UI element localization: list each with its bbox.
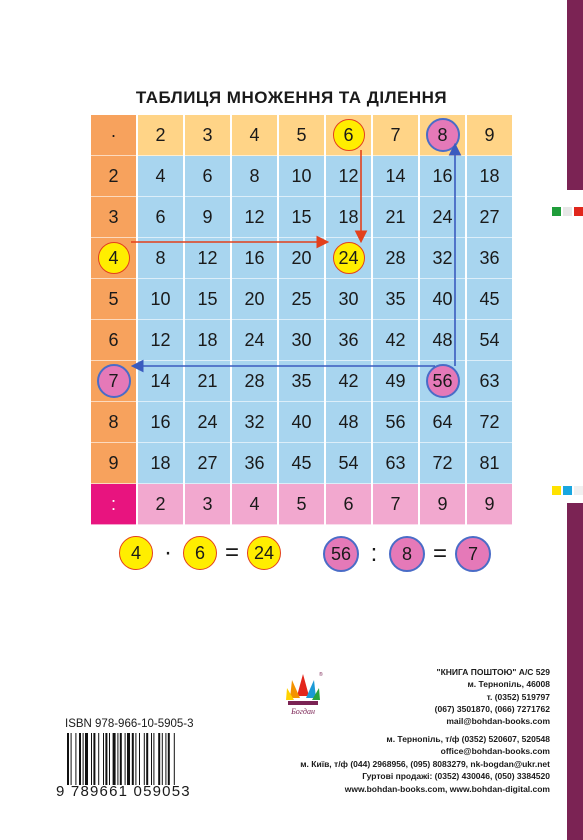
table-cell: 21 [373,197,418,238]
table-row-label-highlight: 4 [98,242,130,274]
example-factor-a: 4 [119,536,153,570]
svg-text:®: ® [319,672,323,678]
table-row-label: 2 [91,156,136,197]
table-cell: 81 [467,443,512,484]
table-cell-highlight: 56 [426,364,460,398]
table-cell: 8 [138,238,183,279]
table-cell: 49 [373,361,418,402]
table-cell: 54 [326,443,371,484]
isbn-text: ISBN 978-966-10-5905-3 [65,718,194,730]
table-cell: 56 [373,402,418,443]
table-cell: 27 [467,197,512,238]
table-header-cell: 7 [373,115,418,156]
table-cell: 18 [185,320,230,361]
table-row-label: 8 [91,402,136,443]
table-cell: 63 [373,443,418,484]
table-cell: 24 [420,197,465,238]
table-cell: 16 [232,238,277,279]
table-cell: 30 [279,320,324,361]
table-footer-cell: 5 [279,484,324,525]
table-cell: 36 [467,238,512,279]
table-cell: 30 [326,279,371,320]
table-cell: 28 [232,361,277,402]
table-cell [326,238,371,279]
table-cell: 54 [467,320,512,361]
table-cell: 64 [420,402,465,443]
table-cell: 20 [232,279,277,320]
table-header-cell: 2 [138,115,183,156]
table-cell: 18 [326,197,371,238]
table-cell: 6 [138,197,183,238]
multiplication-table [91,115,512,525]
table-cell: 48 [326,402,371,443]
table-cell [420,361,465,402]
table-cell: 28 [373,238,418,279]
barcode-icon [66,733,197,785]
table-row-label: 6 [91,320,136,361]
table-cell: 72 [420,443,465,484]
table-cell: 10 [138,279,183,320]
table-footer-cell: 2 [138,484,183,525]
table-cell: 40 [420,279,465,320]
table-cell: 12 [138,320,183,361]
city-index-line: м. Тернопіль, 46008 [467,679,550,690]
table-cell: 14 [373,156,418,197]
table-cell: 40 [279,402,324,443]
table-header-cell: 5 [279,115,324,156]
table-cell: 42 [373,320,418,361]
color-marks-top [552,207,583,216]
table-cell: 8 [232,156,277,197]
table-cell: 18 [138,443,183,484]
table-cell: 9 [185,197,230,238]
example-factor-b: 6 [183,536,217,570]
table-cell: 24 [185,402,230,443]
barcode-digits: 9 789661 059053 [56,783,191,800]
table-cell: 18 [467,156,512,197]
table-cell: 6 [185,156,230,197]
table-cell: 12 [232,197,277,238]
table-cell: 42 [326,361,371,402]
example-equals-sign: = [432,540,447,567]
multiplication-example [119,536,281,570]
table-cell: 35 [373,279,418,320]
table-header-cell: 9 [467,115,512,156]
table-cell: 14 [138,361,183,402]
contact-line: www.bohdan-books.com, www.bohdan-digital.com [344,783,550,794]
table-cell: 16 [420,156,465,197]
table-row-label [91,238,136,279]
table-footer-cell: 7 [373,484,418,525]
table-cell: 24 [232,320,277,361]
phone-line: т. (0352) 519797 [486,691,550,702]
contact-line: office@bohdan-books.com [440,746,550,757]
publisher-mail-order-info [432,666,550,727]
example-product: 24 [247,536,281,570]
example-quotient: 7 [455,536,491,572]
table-cell: 20 [279,238,324,279]
table-row-label: 3 [91,197,136,238]
table-row-label-highlight: 7 [97,364,131,398]
example-equals-sign: = [224,539,239,566]
table-header-cell: 4 [232,115,277,156]
table-header-cell-highlight: 6 [333,119,365,151]
table-footer-cell: 9 [467,484,512,525]
division-example [323,536,491,572]
table-header-cell [326,115,371,156]
table-row-label: 9 [91,443,136,484]
contact-line: м. Тернопіль, т/ф (0352) 520607, 520548 [386,734,550,744]
contact-line: Гуртові продажі: (0352) 430046, (050) 3384520 [362,771,550,782]
table-cell: 36 [326,320,371,361]
contact-line: м. Київ, т/ф (044) 2968956, (095) 8083279, nk-bogdan@ukr.net [300,758,550,769]
table-corner-divide: : [91,484,136,525]
page-title: ТАБЛИЦЯ МНОЖЕННЯ ТА ДІЛЕННЯ [135,88,448,107]
table-cell: 72 [467,402,512,443]
table-header-cell [420,115,465,156]
table-cell: 63 [467,361,512,402]
mail-order-line: "КНИГА ПОШТОЮ" А/С 529 [436,667,550,677]
table-row-label [91,361,136,402]
table-footer-cell: 4 [232,484,277,525]
table-cell: 48 [420,320,465,361]
table-cell: 15 [185,279,230,320]
table-cell: 25 [279,279,324,320]
table-cell: 35 [279,361,324,402]
example-multiply-sign: · [164,539,172,566]
table-cell: 15 [279,197,324,238]
table-cell: 45 [279,443,324,484]
table-cell: 12 [185,238,230,279]
email-line: mail@bohdan-books.com [446,716,550,727]
table-cell: 36 [232,443,277,484]
table-cell: 16 [138,402,183,443]
publisher-logo-icon [282,668,324,718]
logo-text: Богдан [291,707,315,716]
color-marks-bottom [552,486,583,495]
table-cell: 45 [467,279,512,320]
table-footer-cell: 3 [185,484,230,525]
table-cell: 4 [138,156,183,197]
example-divide-sign: : [370,540,378,567]
mobiles-line: (067) 3501870, (066) 7271762 [434,703,550,714]
table-header-cell: 3 [185,115,230,156]
table-cell: 32 [232,402,277,443]
table-footer-cell: 6 [326,484,371,525]
table-corner-multiply: · [91,115,136,156]
table-cell: 27 [185,443,230,484]
table-cell-highlight: 24 [333,242,365,274]
publisher-contacts [286,733,550,795]
table-cell: 21 [185,361,230,402]
side-color-bar-bottom [567,503,583,840]
table-footer-cell: 9 [420,484,465,525]
example-divisor: 8 [389,536,425,572]
table-cell: 12 [326,156,371,197]
table-cell: 32 [420,238,465,279]
table-cell: 10 [279,156,324,197]
table-header-cell-highlight: 8 [426,118,460,152]
example-dividend: 56 [323,536,359,572]
table-row-label: 5 [91,279,136,320]
